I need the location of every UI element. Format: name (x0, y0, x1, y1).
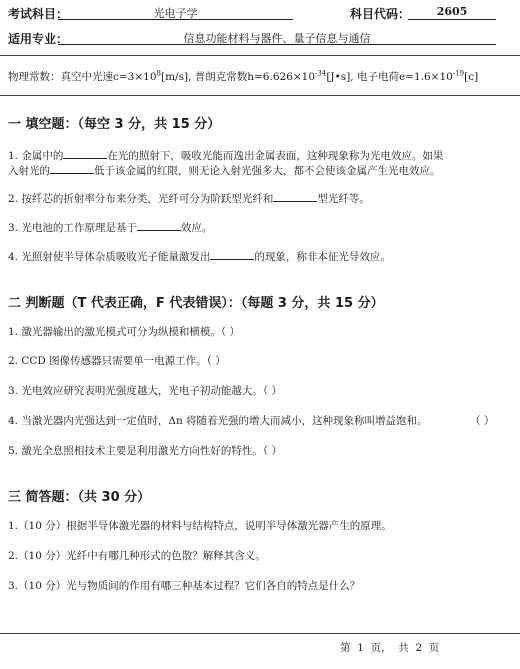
code-value: 2605 (436, 5, 468, 18)
judge-q4: 4. 当激光器内光强达到一定值时，Δn 将随着光强的增大而减小，这种现象称叫增益饱和。 (8, 415, 428, 427)
fill-q3-blank (137, 220, 181, 231)
major-underline (58, 44, 496, 45)
judge-q3: 3. 光电效应研究表明光强度越大，光电子初动能越大。（ ） (8, 385, 282, 397)
fill-q1-blank1 (63, 148, 107, 159)
fill-q2: 2. 按纤芯的折射率分布来分类，光纤可分为阶跃型光纤和 型光纤等。 (8, 193, 370, 205)
judge-q4-brackets: （ ） (470, 415, 495, 427)
judge-q5: 5. 激光全息照相技术主要是利用激光方向性好的特性。（ ） (8, 445, 282, 457)
code-label: 科目代码： (350, 7, 411, 21)
short-q1: 1.（10 分）根据半导体激光器的材料与结构特点，说明半导体激光器产生的原理。 (8, 520, 392, 532)
section2-title: 二 判断题（T 代表正确，F 代表错误）：（每题 3 分，共 15 分） (8, 296, 384, 311)
header-divider (0, 55, 520, 56)
footer-divider (0, 633, 520, 634)
fill-q1-line1: 1. 金属中的 在光的照射下，吸收光能而逸出金属表面，这种现象称为光电效应。如果 (8, 150, 444, 162)
fill-q4-blank (210, 249, 254, 260)
fill-q3: 3. 光电池的工作原理是基于 效应。 (8, 222, 213, 234)
fill-q1-blank2 (50, 163, 94, 174)
major-label: 适用专业： (8, 32, 69, 46)
short-q2: 2.（10 分）光纤中有哪几种形式的色散？解释其含义。 (8, 550, 266, 562)
subject-value: 光电子学 (153, 7, 198, 20)
fill-q1-line2: 入射光的 低于该金属的红限，则无论入射光强多大，都不会使该金属产生光电效应。 (8, 165, 441, 177)
section1-title: 一 填空题：（每空 3 分，共 15 分） (8, 117, 221, 132)
short-q3: 3.（10 分）光与物质间的作用有哪三种基本过程？它们各自的特点是什么？ (8, 580, 361, 592)
fill-q4: 4. 光照射使半导体杂质吸收光子能量激发出 的现象，称非本征光导效应。 (8, 251, 391, 263)
judge-q2: 2. CCD 图像传感器只需要单一电源工作。（ ） (8, 355, 226, 367)
fill-q2-blank (273, 191, 317, 202)
subject-underline (58, 19, 293, 20)
subject-label: 考试科目： (8, 7, 69, 21)
code-underline (408, 19, 496, 20)
page-footer: 第 1 页， 共 2 页 (340, 642, 440, 654)
constants-divider (0, 95, 520, 96)
physical-constants: 物理常数：真空中光速$c=3\times 10^8[m/s]$, 普朗克常数$h=6.626\times 10^{-34}[J•s]$, 电子电荷$e=1.6\times 10^{-19}[c]$ (8, 69, 479, 83)
major-value: 信息功能材料与器件、量子信息与通信 (183, 32, 371, 45)
judge-q1: 1. 激光器输出的激光模式可分为纵模和横模。（ ） (8, 326, 240, 338)
section3-title: 三 简答题：（共 30 分） (8, 490, 151, 505)
